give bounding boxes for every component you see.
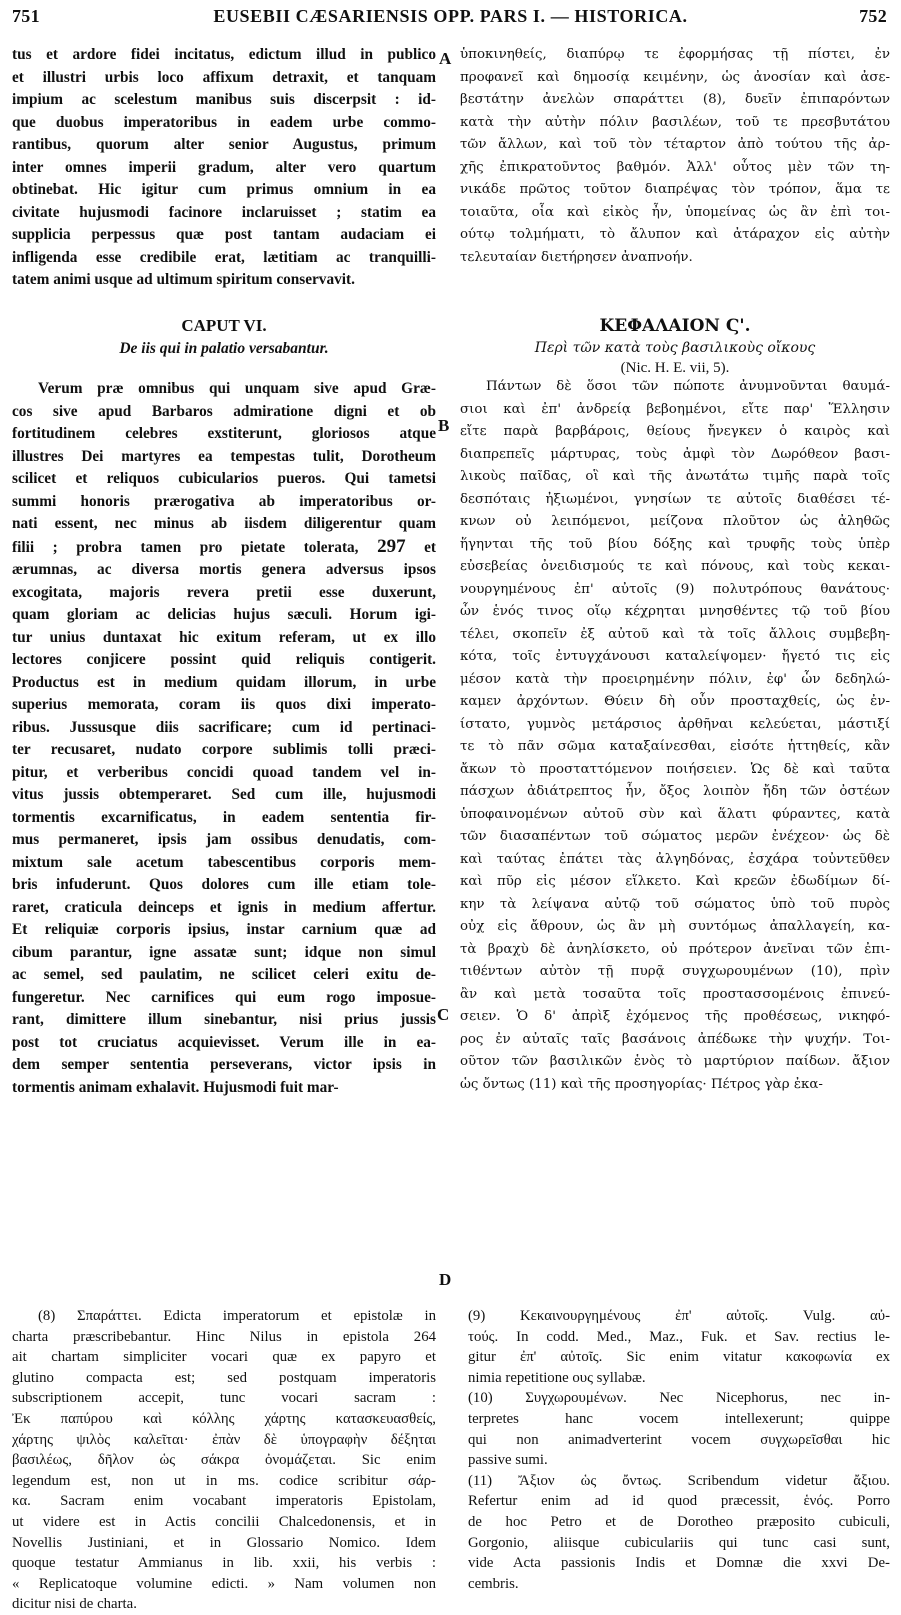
text-line: dicitur nisi de charta.: [12, 1596, 137, 1613]
text-line: βεστάτην ἀνελὼν σπαράττει (8), δυεῖν ἐπιπαρόντων: [460, 92, 890, 107]
text-line: δεσπόταις ἠξιωμένοι, γνησίων τε αὐτοῖς διαθέσει τέ-: [460, 491, 890, 507]
latin-column-body: [12, 378, 436, 1099]
text-line: Novellis Justiniani, et in Glossario Nomico. Idem: [12, 1534, 436, 1551]
text-line: impium ac scelestum manibus suis discerpsit : id-: [12, 91, 436, 108]
text-line: vitus jussis obtemperaret. Sed cum ille, hujusmodi: [12, 786, 436, 803]
text-line: civitate hujusmodi facinore inclaruisset ; statim ea: [12, 203, 436, 221]
text-line: inter omnes imperii gradum, alter vero quartum: [12, 158, 436, 176]
text-line: « Replicatoque volumine edicti. » Nam volumen non: [12, 1575, 436, 1592]
text-line: τῶν διασαπέντων τοῦ σώματος μερῶν ἐνέχεον· ὡς δὲ: [460, 829, 890, 844]
text-line: legendum est, non ut in ms. codice scribitur σάρ-: [12, 1472, 436, 1489]
latin-column-top: [12, 44, 436, 292]
text-line: infligenda esse credibile erat, lætitiam ac tranquilli-: [12, 248, 436, 266]
text-line: post tot cruciatus acquievisset. Verum ille in ea-: [12, 1033, 436, 1051]
text-line: dem semper sententia perseverans, victor ipsis in: [12, 1056, 436, 1073]
text-line: νουργημένους ἐπ' αὐτοῖς (9) πολυτρόπους θανάτους·: [460, 581, 890, 597]
text-line: οῦτον τῶν βασιλικῶν ἑνὸς τὸ μαρτύριον παίδων. ἄξιον: [460, 1054, 890, 1069]
text-line: superius memorata, coram iis quos dixi imperato-: [12, 696, 436, 713]
text-line: terpretes hanc vocem intellexerunt; quippe: [468, 1410, 890, 1427]
latin-chapter-heading: [12, 314, 436, 360]
text-line: passive sumi.: [468, 1452, 548, 1469]
text-line: μέσον κατὰ τὴν προειρημένην πόλιν, ἐφ' ὧν δεδηλώ-: [460, 671, 890, 687]
text-line: fortitudinem celebres exstiterunt, gloriosos atque: [12, 425, 436, 442]
section-marker-c: C: [437, 1005, 450, 1024]
text-line: τέλει, σκοπεῖν ἐξ αὐτοῦ καὶ τὰ τοῖς ἄλλοις συμβεβη-: [460, 626, 890, 642]
text-line: Refertur enim ad id quod præcessit, ἑνός. Porro: [468, 1493, 890, 1510]
text-line: bris infuderunt. Quos dolores cum ille etiam tole-: [12, 876, 436, 893]
text-line: τούς. In codd. Med., Maz., Fuk. et Sav. rectius le-: [468, 1328, 890, 1345]
text-line: raret, craticula deinceps et ignis in medium affertur.: [12, 898, 436, 916]
text-line: supplicia perpessus quæ post tantam audaciam ei: [12, 226, 436, 243]
section-marker-b: B: [438, 416, 450, 435]
text-line: κατὰ τὴν αὐτὴν πόλιν βασιλέων, τοῦ τε πρεσβυτάτου: [460, 114, 890, 130]
text-line: σειεν. Ὁ δ' ἀπρὶξ ἐχόμενος τῆς προθέσεως, νικηφό-: [460, 1009, 890, 1024]
text-line: καὶ πῦρ εἰς μέσον εἵλκετο. Καὶ κρεῶν ἐδωδίμων δί-: [460, 874, 890, 889]
text-line: cos sive apud Barbaros admiratione digni et ob: [12, 402, 436, 420]
text-line: ter recusaret, nudato corpore sublimis tolli præci-: [12, 741, 436, 758]
section-marker-a: A: [439, 49, 452, 68]
text-line: excogitata, majoris revera pretii esse duxerunt,: [12, 583, 436, 601]
text-line: λικοὺς παῖδας, οἳ καὶ τῆς ἀνωτάτω τιμῆς παρὰ τοῖς: [460, 469, 890, 484]
section-marker-d: D: [439, 1270, 452, 1289]
text-line: ait chartam simpliciter vocari quæ ex papyro et: [12, 1349, 436, 1366]
text-line: ἄκων τὸ προσταττόμενον ποιήσειεν. Ὡς δὲ καὶ ταῦτα: [460, 761, 890, 777]
text-line: εἴτε παρὰ βαρβάροις, θείους ἤνεγκεν ὁ καιρὸς καὶ: [460, 424, 890, 439]
text-line: ut videre est in Actis concilii Chalcedonensis, et in: [12, 1513, 436, 1530]
text-line: Verum præ omnibus qui unquam sive apud Græ-: [38, 380, 436, 397]
text-line: tormentis animam exhalavit. Hujusmodi fuit mar-: [12, 1078, 339, 1096]
text-line: ærumnas, ac diversa mortis genera adversus ipsos: [12, 561, 436, 578]
text-line: ὑποκινηθείς, διαπύρῳ τε ἐφορμήσας τῇ πίστει, ἐν: [460, 47, 890, 62]
text-line: ἂν καὶ μετὰ τοσαῦτα τοῖς προστασσομένοις ἐπινεύ-: [460, 986, 890, 1002]
text-line: mus permaneret, ipsis jam ossibus denudatis, com-: [12, 831, 436, 848]
text-line: que duobus imperatoribus in eadem urbe commo-: [12, 113, 436, 131]
text-line: τε τὸ πᾶν σῶμα καταξαίνεσθαι, εἰσότε ἡττηθείς, κἂν: [460, 739, 890, 754]
text-line: τὰ βραχὺ δὲ ἀνηλίσκετο, οὐ πρότερον ἀνεῖναι τῶν ἐπι-: [460, 941, 890, 957]
text-line: scilicet et reliquos cubicularios pueros. Qui tametsi: [12, 470, 436, 487]
greek-column-top: [460, 44, 890, 269]
line-text: filii ; probra tamen pro pietate tolerata,: [12, 538, 378, 556]
text-line: quam gloriam ac delicias hujus sæculi. Horum igi-: [12, 606, 436, 623]
text-line: οὐχ εἰς ἄθρουν, ὡς ἂν μὴ συντόμως ἀπαλλαγείη, κα-: [460, 919, 890, 934]
text-line: (11) Ἄξιον ὡς ὄντως. Scribendum videtur ἄξιου.: [468, 1472, 890, 1489]
footnotes-right: [468, 1306, 890, 1594]
text-line: pitur, et verberibus concidi quoad tandem vel in-: [12, 763, 436, 781]
text-line: σιοι καὶ ἐπ' ἀνδρείᾳ βεβοημένοι, εἴτε παρ' Ἕλλησιν: [460, 401, 890, 417]
latin-chapter-subtitle: De iis qui in palatio versabantur.: [119, 340, 329, 357]
text-line: fungeretur. Nec carnifices qui eum rogo imposue-: [12, 988, 436, 1006]
text-line: ούτῳ τολμήματι, τὸ ἄλυπον καὶ ἀτάραχον εἰς αὐτὴν: [460, 227, 890, 242]
line-text-end: et: [405, 538, 436, 556]
text-line: κνων οὐ λειπόμενοι, μείζονα πλοῦτον ὡς ἀληθῶς: [460, 514, 890, 529]
text-line: Ἐκ παπύρου καὶ κόλλης χάρτης κατασκευασθείς,: [12, 1410, 436, 1427]
footnotes-left: [12, 1306, 436, 1615]
greek-chapter-heading: [460, 314, 890, 378]
text-line: (8) Σπαράττει. Edicta imperatorum et epistolæ in: [38, 1308, 436, 1324]
text-line: καμεν ἀρχόντων. Θύειν δὴ οὖν προσταχθείς, ὡς ἐν-: [460, 694, 890, 709]
text-line: προφανεῖ καὶ δημοσίᾳ κειμένην, ὡς ἀνοσίαν καὶ ἀσε-: [460, 69, 890, 85]
latin-chapter-title: CAPUT VI.: [181, 316, 267, 335]
text-line: διαπρεπεῖς μάρτυρας, τοὺς ἀμφὶ τὸν Δωρόθεον βασι-: [460, 446, 890, 462]
page-number-right: 752: [859, 6, 887, 26]
text-line: rantibus, quorum alter senior Augustus, primum: [12, 136, 436, 153]
text-line: cembris.: [468, 1575, 519, 1592]
text-line: de hoc Petro et de Dorotheo præposito cubiculi,: [468, 1513, 890, 1530]
text-line: κα. Sacram enim vocabant imperatoris Epistolam,: [12, 1493, 436, 1510]
text-line: καὶ ταύτας ἐπάτει τὰς ἀλγηδόνας, ἐσχάρα τοὐντεῦθεν: [460, 851, 890, 867]
running-title: EUSEBII CÆSARIENSIS OPP. PARS I. — HISTORICA.: [213, 6, 688, 26]
text-line: Gorgonio, aliisque cubiculariis qui tunc casi sunt,: [468, 1534, 890, 1551]
text-line: Et reliquiæ corporis ipsius, instar carnium quæ ad: [12, 921, 436, 938]
text-line: τελευταίαν διετήρησεν ἀναπνοήν.: [460, 249, 693, 265]
text-line: ίστατο, γυμνὸς μετάρσιος ἀρθῆναι κελεύεται, μάστιξί: [460, 716, 890, 732]
text-line: charta præscribebantur. Hinc Nilus in epistola 264: [12, 1328, 436, 1345]
text-line: (10) Συγχωρουμένων. Nec Nicephorus, nec in-: [468, 1390, 890, 1407]
text-line: vide Acta passionis Indis et Domnæ die xxvi De-: [468, 1555, 890, 1572]
text-line: τοιαῦτα, οἷα καὶ εἰκὸς ἦν, ὑπομείνας ὡς ἂν ἐπὶ τοι-: [460, 204, 890, 220]
text-line: summi honoris prærogativa ab imperatoribus or-: [12, 492, 436, 510]
text-line: obtinebat. Hic igitur cum primus omnium in ea: [12, 181, 436, 198]
text-line: ἥγηνται τῆς τοῦ βίου δόξης καὶ τρυφῆς τοὺς ὑπὲρ: [460, 536, 890, 552]
text-line: βασιλέως, δῆλον ὡς σάκρα ὀνομάζεται. Sic enim: [12, 1452, 436, 1469]
text-line: (9) Κεκαινουργημένους ἐπ' αὐτοῖς. Vulg. αὐ-: [468, 1308, 890, 1324]
page-number-left: 751: [12, 6, 40, 26]
text-line: χῆς ἐπικρατοῦντος βαθμόν. Ἀλλ' οὗτος μὲν τῶν τη-: [460, 159, 890, 175]
text-line: tus et ardore fidei incitatus, edictum illud in publico: [12, 46, 436, 63]
text-line: τιθέντων αὐτὸν τῇ πυρᾷ συγχωρουμένων (10), πρὶν: [460, 964, 890, 979]
text-line: κην τὰ λείψανα αὐτῷ τοῦ σώματος ὑπὸ τοῦ πυρὸς: [460, 896, 890, 912]
text-line: ρος ἐν αὐταῖς ταῖς βασάνοις ἀπέδωκε τὴν ψυχήν. Τοι-: [460, 1031, 890, 1047]
text-line: subscriptionem accepit, tunc vocari sacram :: [12, 1390, 436, 1407]
text-line: lectores conjicere possint quid reliquis contigerit.: [12, 651, 436, 668]
text-line: qui non animadverterint vocem συγχωρεῖσθαι hic: [468, 1431, 890, 1448]
text-line: κότα, τοῖς ἐντυγχάνουσι καταλείψομεν· ἤγετό τις εἰς: [460, 649, 890, 664]
text-line: nimia repetitione ους syllabæ.: [468, 1369, 646, 1386]
text-line: tur unius duntaxat hic exitum referam, ut ex illo: [12, 628, 436, 646]
greek-column-body: [460, 376, 890, 1096]
text-line: et illustri urbis loco affixum detraxit, et tanquam: [12, 68, 436, 86]
text-line: τῶν ἄλλων, καὶ τοῦ τὸν τέταρτον ἀπὸ τούτου τῆς ἀρ-: [460, 137, 890, 152]
margin-page-number: 297: [377, 535, 406, 557]
text-line: ὡς ὄντως (11) καὶ τῆς προσηγορίας· Πέτρος γὰρ ἐκα-: [460, 1076, 823, 1092]
text-line: ὑποφαινομένων αὐτοῦ σὺν καὶ ἅλατι φύραντες, κατὰ: [460, 806, 890, 822]
greek-chapter-title: ΚΕΦΑΛΑΙΟΝ Ϛ'.: [599, 316, 751, 336]
text-line: ac semel, sed paulatim, ne scilicet celeri exitu de-: [12, 966, 436, 983]
text-line: ribus. Jussusque diis sacrificare; cum id pertinaci-: [12, 718, 436, 736]
text-line: glutino compacta est; sed postquam imperatoris: [12, 1369, 436, 1386]
text-line: νικάδε πρῶτος τοῦτον διαπρέψας τὸν τρόπον, ἅμα τε: [460, 182, 890, 197]
text-line: Productus est in medium quidam illorum, in urbe: [12, 673, 436, 691]
text-line: πάσχων ἀδιάτρεπτος ἦν, ὄξος λοιπὸν ἤδη τῶν ὀστέων: [460, 784, 890, 799]
text-line: χάρτης ψιλὸς καλεῖται· ἐπὰν δὲ ὑπογραφὴν δέξηται: [12, 1431, 436, 1448]
text-line: tormentis excarnificatus, in eadem sententia fir-: [12, 808, 436, 826]
greek-chapter-reference: (Nic. H. E. vii, 5).: [620, 360, 730, 376]
greek-chapter-subtitle: Περὶ τῶν κατὰ τοὺς βασιλικοὺς οἴκους: [534, 340, 816, 356]
text-line: εὐσεβείας ὀνειδισμούς τε καὶ πόνους, καὶ τοὺς κεκαι-: [460, 559, 890, 574]
text-line: Πάντων δὲ ὅσοι τῶν πώποτε ἀνυμνοῦνται θαυμά-: [486, 379, 890, 394]
text-line: cibum parantur, igne assatæ sunt; idque non simul: [12, 943, 436, 961]
text-line: rant, dimittere illum sinebantur, nisi prius jussis: [12, 1011, 436, 1028]
text-line: tatem animi usque ad ultimum spiritum conservavit.: [12, 271, 355, 288]
text-line: ὧν ἑνός τινος οἵῳ κέχρηται μνησθέντες τῷ τοῦ βίου: [460, 604, 890, 619]
text-line: mixtum sale acetum tabescentibus corporis mem-: [12, 853, 436, 871]
text-line: nati essent, nec minus ab iisdem diligerentur quam: [12, 515, 436, 532]
text-line: [12, 536, 436, 560]
text-line: gitur ἐπ' αὐτοῖς. Sic enim vitatur κακοφωνία ex: [468, 1349, 890, 1366]
text-line: quoque testatur Ammianus in lib. xxii, his verbis :: [12, 1555, 436, 1572]
text-line: illustres Dei martyres ea tempestas tulit, Dorotheum: [12, 447, 436, 465]
